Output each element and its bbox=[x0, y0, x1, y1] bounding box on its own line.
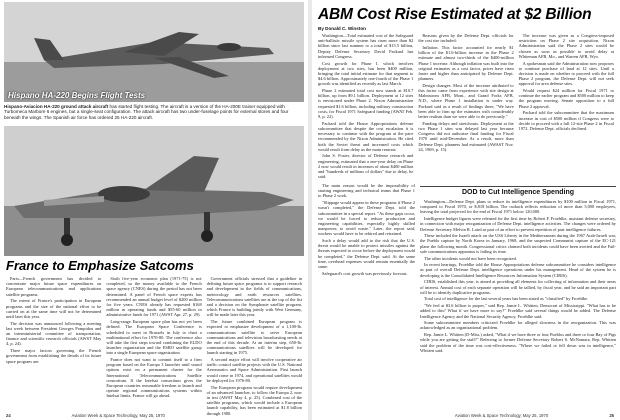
article-column-2 bbox=[106, 276, 201, 406]
dod-intelligence-sidebar bbox=[420, 186, 616, 408]
paragraph: Packard told the subcommittee that the maximum increase in cost of $500 million if Congress were to decide to proceed with a full 12-site Phase 2 in Fiscal 1972. Defense Dept. officials declined. bbox=[518, 110, 614, 131]
paragraph: Packard told the House Appropriations defense subcommittee that despite the cost escalation it is necessary to continue with the program at the pace recommended by the Nixon Administration. He cited both the Soviet threat and increased costs which would result from delay as the main reasons. bbox=[318, 120, 414, 152]
paragraph: Design changes. Most of the increase attributed to this factor came from experience with site design at Malmstrom AFB, Mont., and Grand Forks AFB, N.D., where Phase 1 installation is under way. Packard said as a result of findings there, "We have been able to firm up the estimates with considerably better realism than we were able to do previously." bbox=[418, 82, 514, 120]
paragraph: Total cost of intelligence for the last several years has been stated as "classified" by Froehlke. bbox=[424, 296, 589, 302]
paragraph: The increase was given as a Congress-imposed restriction on Phase 2 site acquisition. Nixon Administration said the Phase 2 sites would be chosen as soon as possible to avoid delay at Whiteman AFB, Mo., and Warren AFB, Wyo. bbox=[518, 33, 614, 59]
paragraph: Long-range European space plan has not yet been defined. The European Space Conference is scheduled to meet in Brussels in July to chart a multinational effort for 1970-80. The conference also will take the first steps toward combining the ELDO launcher organization and the ESRO satellite group into a single European space organization. bbox=[106, 319, 202, 356]
footer-text: Aviation Week & Space Technology, May 25, 1970 bbox=[454, 413, 549, 418]
paragraph: Safeguard's cost growth was previously forecast. bbox=[322, 270, 408, 276]
article-column-2 bbox=[418, 33, 513, 183]
paragraph: Some subcommittee members criticized Froehlke for alleged slowness in the reorganization. This was acknowledged as an organizational problem. bbox=[420, 320, 616, 331]
left-page-footer bbox=[6, 413, 165, 418]
paragraph: Would request $24 million for Fiscal 1971 to continue the earlier program and $500 million to keep the program moving. Senate opposition to a full Phase 2 approval. bbox=[518, 88, 614, 109]
article-column-3 bbox=[519, 33, 614, 183]
sidebar-title: DOD to Cut Intelligence Spending bbox=[462, 189, 574, 196]
paragraph: These included the Israeli attack on the USS Liberty in the Mediterranean during the 1967 Arab-Israeli war, the Pueblo capture by North Korea in January, 1968, and the suspected Communist capture of the EC-121 plane the following month. Congressional critics claimed both incidents could have been averted and the Fail-safe communications apparatus is failing its time. bbox=[420, 233, 616, 254]
photo-heading: Hispano HA-220 Begins Flight Tests bbox=[8, 91, 146, 100]
paragraph: "Slippage would appear in these programs if Phase 2 wasn't completed," the Defense Dept. told the subcommittee in a special report. "As these gaps occur, we would be forced to reduce production and engineering capabilities, especially highly skilled manpower, to avoid waste." Later, the report said, workers would have to be rehired and retrained. bbox=[318, 200, 415, 237]
photo-caption bbox=[4, 104, 304, 120]
sidebar-body bbox=[420, 199, 616, 404]
article-column-bottom bbox=[318, 183, 415, 408]
footer-text: Aviation Week & Space Technology, May 25, 1970 bbox=[71, 413, 165, 418]
paragraph: Phase 2 estimated total cost now stands at $10.7 billion, up from $9.1 billion. Deployment at 12 sites is envisioned under Phase 2. Nixon Administration requested $1.6 billion, including military construction costs, for Fiscal 1971 Safeguard funding (AWAT Feb. 9, p. 22). bbox=[318, 88, 414, 120]
paragraph: The future combined European program is expected to emphasize development of a 1,100-lb. communications satellite to serve European communications and television broadcasting needs at the end of this decade. At an interim step, 650-lb. communications satellites will be developed for launch starting in 1975. bbox=[206, 319, 302, 356]
paragraph: Paris—French government has decided to concentrate major future space expenditures on European telecommunications and applications satellite programs. bbox=[6, 276, 102, 297]
paragraph: Three major factors governing the French government from establishing the details of its future space program are: bbox=[6, 348, 102, 364]
byline: By Donald C. Winston bbox=[318, 26, 366, 31]
paragraph: Rep. Jamie L. Whitten (D-Miss.) asked, "What if we have three or four Pueblos and three or four Bay of Pigs while you are getting the staff?" Referring to former Defense Secretary Robert S. McNamara, Rep. Whitten said the problem of the time was cost-effectiveness. "Where we failed or fell down was in intelligence," Whitten said. bbox=[420, 332, 616, 353]
paragraph: Washington—Total estimated cost of the Safeguard anti-ballistic missile system has risen more than $2 billion since last summer to a total of $15.5 billion, Deputy Defense Secretary David Packard has informed Congress. bbox=[318, 33, 414, 59]
paragraph: France does not want to commit itself to a firm program based on the Europa 3 launcher until sound options exist on a permanent charter for the International Telecommunications Satellite consortium. If the Intelsat consortium gives the European countries reasonable freedom to launch and operate regional communications systems within Intelsat limits, France will go ahead. bbox=[106, 357, 202, 399]
paragraph: The extent of France's participation in European programs and the size of the national effort to be carried on at the same time will not be determined until later this year. bbox=[6, 298, 102, 319]
article-column-1 bbox=[6, 276, 101, 406]
paragraph: The other incidents would not have been recognized. bbox=[424, 255, 517, 261]
aircraft-photo-illustration bbox=[4, 2, 304, 102]
paragraph: Inflation. This factor accounted for nearly $1 billion of the $1.6-billion increase in the Phase 2 estimate and almost two-thirds of the $400-million Phase 1 increase. Although inflation was built into the original estimates as a cost factor, prices have risen faster and higher than anticipated by Defense Dept. planners. bbox=[418, 44, 514, 82]
jet-photo-illustration bbox=[4, 126, 304, 256]
right-page-footer bbox=[455, 413, 614, 418]
abm-article-continued bbox=[318, 183, 415, 408]
paragraph: The main reason would be the impossibility of starting engineering and technical teams that Phase 1 to Phase 2 work. bbox=[318, 183, 415, 199]
right-page bbox=[312, 0, 620, 420]
paragraph: Washington—Defense Dept. plans to reduce its intelligence expenditures by $100 million in Fiscal 1971, compared to Fiscal 1970, or $.818 billion. The cutback reflects reduction of more than 5,000 employees, leaving the total projected for the end of Fiscal 1971 below 120,000. bbox=[420, 199, 616, 215]
jet-close-up-photo bbox=[4, 126, 304, 256]
headline-abm-cost: ABM Cost Rise Estimated at $2 Billion bbox=[318, 6, 592, 23]
paragraph: "We feel at $3.6 billion is proper," said Rep. Jamie L. Whitten, Democrat of Mississippi. "What has to be added to this? What if we have more to say?" Froehlke said several things would be added. The Defense Intelligence Agency and the National Security Agency, Froehlke said. bbox=[420, 303, 616, 319]
paragraph: The decision was announced following a meeting last week between President Georges Pompidou and an interministerial committee of transportation, finance and scientific research officials (AWST May 4, p. 24). bbox=[6, 320, 102, 347]
paragraph: The European program would require development of an advanced launcher, to follow the Europa 2, now in test (AWST May 4, p. 25). Combined cost of the satellite programs, which would include a European launch capability, has been estimated at $1.8 billion through 1980. bbox=[206, 384, 302, 416]
paragraph: Sixth five-year economic plan (1971-75) is not completed, so the money available to the French space agency (CNES) during the period has not been determined. A panel of French space experts has recommended an annual budget level of $200 million for five years. CNES already has requested $168 million in operating funds and $55-60 million in administrative funds for 1971 (AWST Apr. 27, p. 29). bbox=[106, 276, 202, 318]
hispano-ha220-photo bbox=[4, 2, 304, 102]
paragraph: Funding delays and stretchouts. Deployment at the two Phase 1 sites was delayed last year because Congress did not authorize final funding for Fiscal 1970 until mid-December. As a result, more than Defense Dept. planners had estimated (AWAST Nov. 24, 1969, p. 15). bbox=[418, 120, 514, 152]
paragraph: Reasons given by the Defense Dept. officials for the cost rise included: bbox=[418, 33, 514, 44]
headline-france-satcoms: France to Emphasize Satcoms bbox=[6, 258, 194, 273]
paragraph: A spokesman said the Administration now proposes to continue purchase of land at 12 sites. Until a decision is made on whether to proceed with the full Phase 2 program, the Defense Dept. will not seek approval for area defense sites. bbox=[518, 60, 614, 87]
photo-caption-text: has started flight testing. The aircraft is a version of the HA-200E trainer equipped with Turbomeca Marbore 6 engines, but a single-seat configuration. The attack aircraft has two under-fuselage points for external stores and four beneath the wings. The Spanish air force has ordered 25 HA-220 aircraft. bbox=[4, 104, 289, 120]
paragraph: John S. Foster, director of Defense research and engineering, estimated that a one-year delay on Phase 2 now would result in increases of about $400 million and "hundreds of millions of dollars" due to delay, he said. bbox=[318, 153, 414, 180]
left-page bbox=[0, 0, 308, 420]
article-column-3 bbox=[206, 276, 302, 416]
page-number: 25 bbox=[609, 413, 614, 418]
paragraph: Intelligence budget figures were released for the first time by Robert F. Froehlke, assistant defense secretary, in connection with major reorganization of Defense Dept. intelligence activities. The changes were ordered by Defense Secretary Melvin R. Laird as part of an effort to prevent repetition of past intelligence failures. bbox=[420, 216, 616, 232]
page-number: 24 bbox=[6, 413, 11, 418]
paragraph: A second major effort will involve cooperative air traffic control satellite projects with the U.S. National Aeronautics and Space Administration. First launch would come in 1974, and operational satellites would be deployed for 1976-80. bbox=[206, 357, 302, 383]
paragraph: Government officials stressed that a guideline in defining future space programs is to support research and development in the fields of communications, meteorology and earth resources satellites. Telecommunications satellites are at the top of the list and a decision on the Symphonie satellite program, which France is building jointly with West Germany, will be made later this year. bbox=[206, 276, 302, 318]
paragraph: In recent hearings, Froehlke told the House Appropriations defense subcommittee he considers intelligence as part of overall Defense Dept. intelligence operations under his management. Head of the system he is developing is the Consolidated Intelligence Resources Information System (CIRIS). bbox=[420, 262, 616, 278]
photo-caption-lead: Hispano-Aviacion HA-220 ground attack aircraft bbox=[4, 104, 109, 109]
abm-article-columns bbox=[318, 33, 614, 183]
paragraph: CIRIS, established this year, is aimed at providing all elements for collecting of information and their areas of interest. Annual cost of each separate operation will be tallied, by fiscal year, and he said an important part will be to identify duplicative programs. bbox=[420, 279, 616, 295]
paragraph: Such a delay would add to the risk that the U.S. threat would be unable to protect missiles against the threats expected to occur before the deployment would be completed," the Defense Dept. said. At the same time, overhead expenses would remain essentially the same. bbox=[318, 238, 415, 270]
article-column-1 bbox=[318, 33, 413, 183]
paragraph: Cost growth for Phase I, which involves deployment at two sites, has been $400 million, bringing the total initial estimate for that segment to $4.6 billion. Approximately one-fourth of the Phase 1 growth was identified as recently as last March. bbox=[318, 60, 414, 87]
